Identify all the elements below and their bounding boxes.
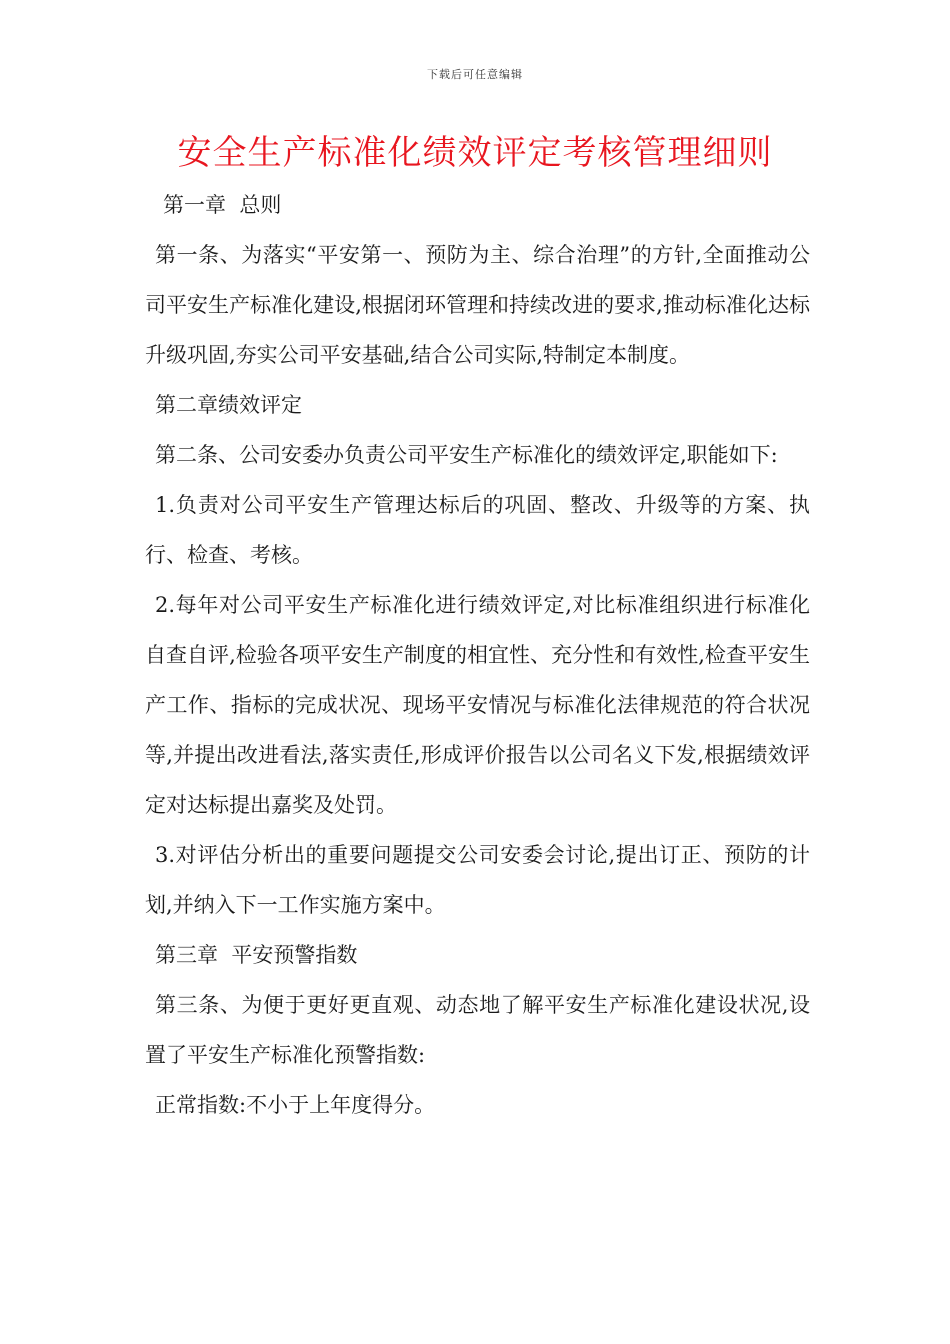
chapter-heading: 第一章 总则	[163, 193, 282, 217]
list-item: 3.对评估分析出的重要问题提交公司安委会讨论,提出订正、预防的计划,并纳入下一工作实施方案中。	[145, 843, 810, 917]
header-note: 下载后可任意编辑	[427, 68, 523, 81]
document-title: 安全生产标准化绩效评定考核管理细则	[177, 133, 773, 173]
list-item: 1.负责对公司平安生产管理达标后的巩固、整改、升级等的方案、执行、检查、考核。	[145, 493, 810, 567]
list-item: 2.每年对公司平安生产标准化进行绩效评定,对比标准组织进行标准化自查自评,检验各项平安生产制度的相宜性、充分性和有效性,检查平安生产工作、指标的完成状况、现场平安情况与标准化法律规范的符合状况等,并提出改进看法,落实责任,形成评价报告以公司名义下发,根据绩效评定对达标提出嘉奖及处罚。	[145, 593, 810, 817]
article-paragraph: 第三条、为便于更好更直观、动态地了解平安生产标准化建设状况,设置了平安生产标准化预警指数:	[145, 993, 810, 1067]
article-paragraph: 正常指数:不小于上年度得分。	[155, 1093, 436, 1117]
chapter-heading: 第二章绩效评定	[155, 393, 302, 417]
article-paragraph: 第一条、为落实“平安第一、预防为主、综合治理”的方针,全面推动公司平安生产标准化建设,根据闭环管理和持续改进的要求,推动标准化达标升级巩固,夯实公司平安基础,结合公司实际,特制定本制度。	[145, 243, 810, 367]
chapter-heading: 第三章 平安预警指数	[155, 943, 358, 967]
document-body	[145, 180, 810, 1130]
article-paragraph: 第二条、公司安委办负责公司平安生产标准化的绩效评定,职能如下:	[155, 443, 778, 467]
